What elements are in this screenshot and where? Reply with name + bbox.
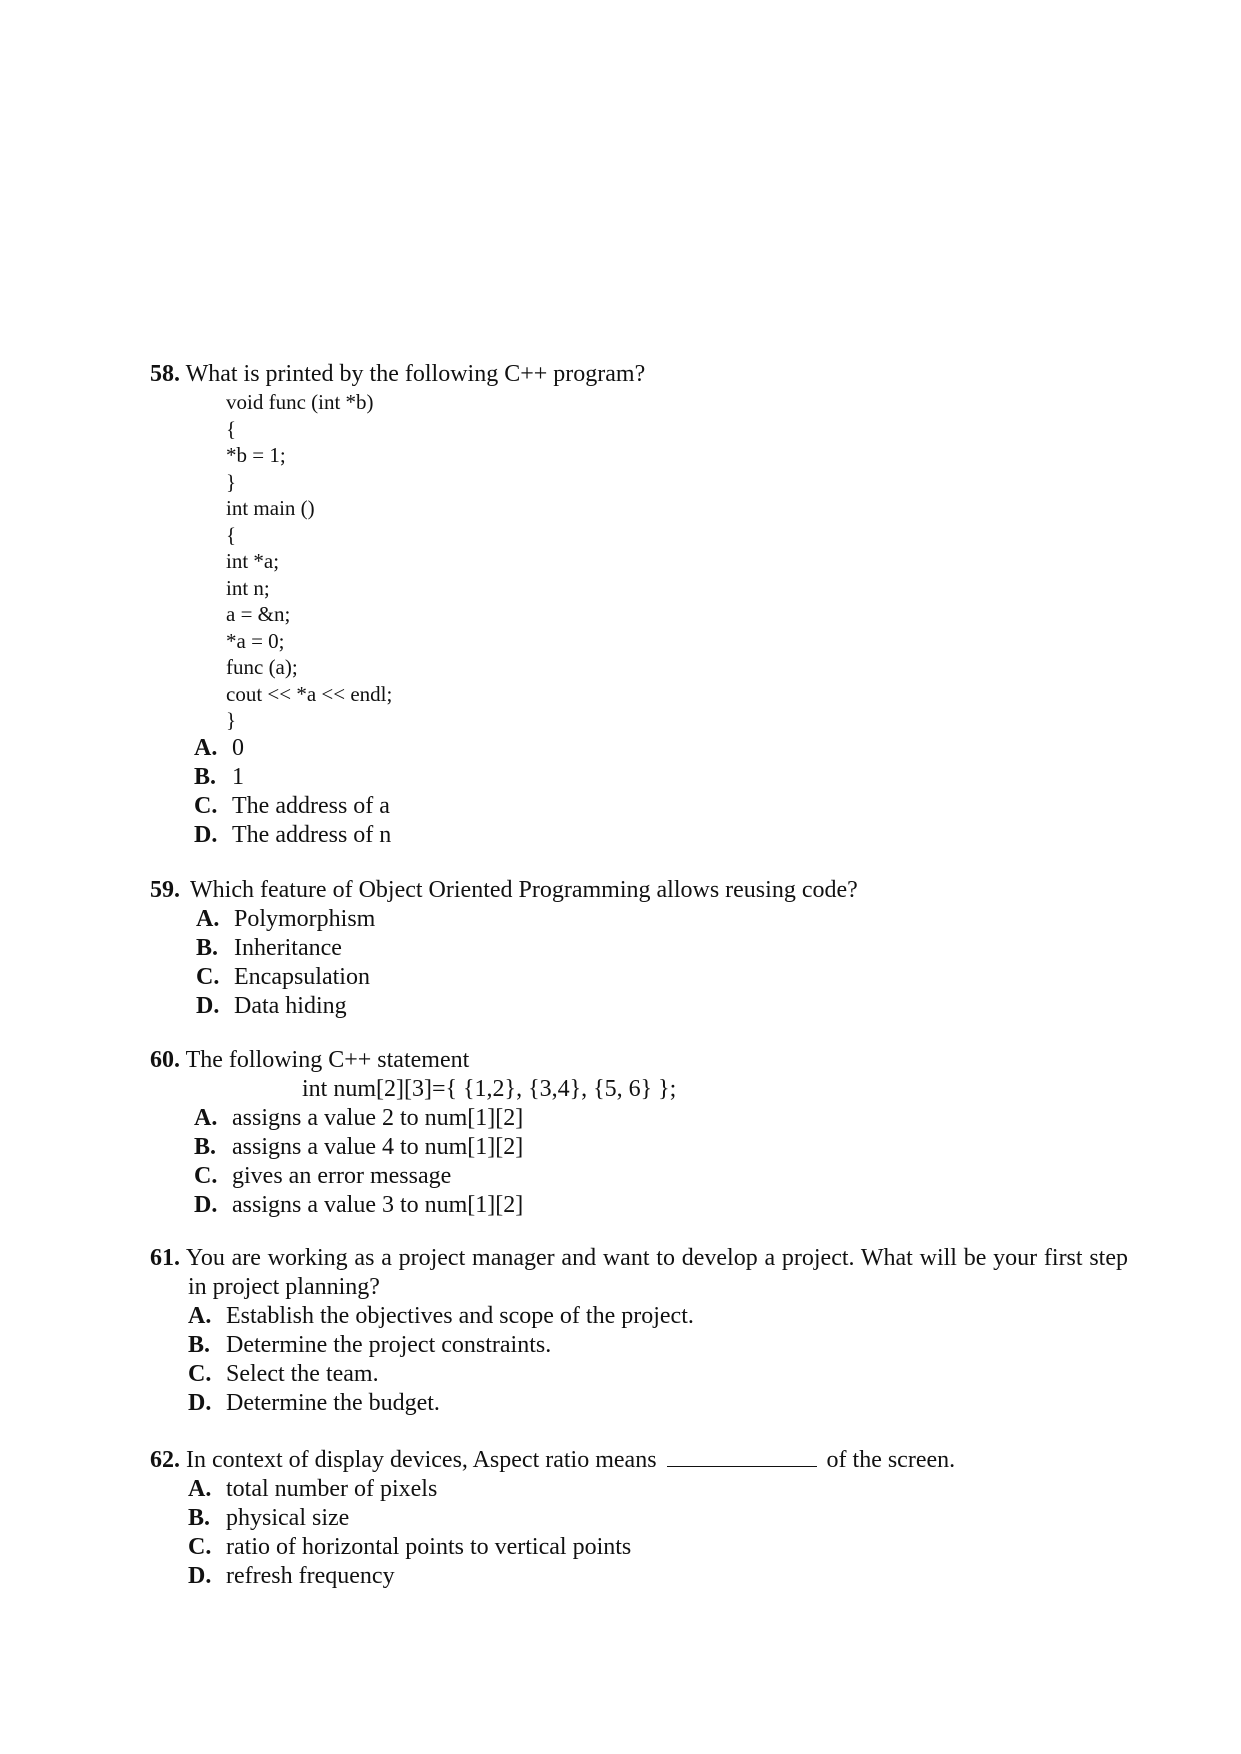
question-number: 59.	[150, 877, 180, 903]
question-58	[150, 360, 1100, 850]
question-text: You are working as a project manager and want to develop a project. What will be your first step in project planning?	[185, 1245, 1129, 1300]
option-letter: A.	[188, 1476, 212, 1502]
option-text: Determine the project constraints.	[226, 1332, 552, 1358]
option-letter: C.	[194, 1163, 218, 1189]
option-c	[196, 963, 1100, 992]
option-c	[188, 1533, 1100, 1562]
question-number: 60.	[150, 1047, 180, 1073]
code-line: int main ()	[226, 496, 315, 520]
option-letter: B.	[196, 935, 219, 961]
code-block	[226, 389, 1100, 734]
code-line: int n;	[226, 575, 270, 600]
option-text: Polymorphism	[234, 906, 376, 932]
option-text: assigns a value 4 to num[1][2]	[232, 1134, 524, 1160]
question-59-stem	[150, 876, 1100, 905]
answer-options	[188, 1475, 1100, 1591]
question-62-stem	[150, 1446, 1100, 1475]
option-text: 1	[232, 763, 244, 790]
option-letter: A.	[194, 1105, 218, 1131]
answer-options	[194, 734, 1100, 850]
option-d	[188, 1562, 1100, 1591]
option-b	[194, 1133, 1100, 1162]
option-a	[194, 734, 1100, 763]
question-61	[150, 1244, 1129, 1418]
option-text: 0	[232, 734, 244, 761]
option-letter: C.	[194, 792, 218, 819]
code-statement: int num[2][3]={ {1,2}, {3,4}, {5, 6} };	[302, 1076, 677, 1102]
option-letter: D.	[194, 1192, 218, 1218]
code-line: {	[226, 416, 237, 441]
question-text: Which feature of Object Oriented Programming allows reusing code?	[190, 877, 858, 903]
option-text: assigns a value 2 to num[1][2]	[232, 1105, 524, 1131]
option-letter: A.	[194, 734, 218, 761]
option-a	[196, 905, 1100, 934]
option-letter: C.	[188, 1534, 212, 1560]
answer-options	[188, 1302, 1100, 1418]
code-line: *b = 1;	[226, 443, 286, 467]
option-text: total number of pixels	[226, 1476, 438, 1502]
question-59	[150, 876, 1100, 1021]
question-text: The following C++ statement	[185, 1047, 470, 1073]
option-letter: B.	[188, 1505, 211, 1531]
option-c	[188, 1360, 1100, 1389]
option-letter: B.	[194, 763, 217, 790]
code-line: }	[226, 708, 237, 732]
code-line: {	[226, 522, 237, 547]
option-text: Inheritance	[234, 935, 342, 961]
code-line: void func (int *b)	[226, 390, 374, 414]
question-text-after-blank: of the screen.	[826, 1447, 956, 1473]
option-text: Data hiding	[234, 993, 347, 1019]
option-text: ratio of horizontal points to vertical points	[226, 1534, 632, 1560]
option-text: Select the team.	[226, 1361, 379, 1387]
option-a	[188, 1302, 1100, 1331]
option-d	[188, 1389, 1100, 1418]
option-text: Establish the objectives and scope of the project.	[226, 1303, 694, 1329]
question-number: 62.	[150, 1447, 180, 1473]
option-c	[194, 792, 1100, 821]
option-letter: D.	[188, 1390, 212, 1416]
option-c	[194, 1162, 1100, 1191]
question-text: What is printed by the following C++ program?	[185, 361, 646, 387]
question-60	[150, 1046, 1100, 1220]
code-line: a = &n;	[226, 602, 291, 626]
option-letter: D.	[196, 993, 220, 1019]
question-61-stem	[150, 1244, 1128, 1302]
fill-in-blank	[667, 1448, 817, 1467]
option-text: Determine the budget.	[226, 1390, 440, 1416]
option-text: gives an error message	[232, 1163, 452, 1189]
option-d	[196, 992, 1100, 1021]
answer-options	[196, 905, 1100, 1021]
option-a	[188, 1475, 1100, 1504]
code-line: cout << *a << endl;	[226, 681, 393, 706]
option-text: refresh frequency	[226, 1563, 395, 1589]
option-letter: A.	[188, 1303, 212, 1329]
option-d	[194, 821, 1100, 850]
option-text: The address of a	[232, 792, 390, 819]
option-a	[194, 1104, 1100, 1133]
code-line: int *a;	[226, 549, 280, 573]
option-letter: A.	[196, 906, 220, 932]
question-62	[150, 1446, 1100, 1591]
option-letter: C.	[196, 964, 220, 990]
option-b	[194, 763, 1100, 792]
question-text: In context of display devices, Aspect ratio means	[186, 1447, 657, 1473]
option-letter: B.	[194, 1134, 217, 1160]
code-line: }	[226, 469, 237, 494]
option-d	[194, 1191, 1100, 1220]
option-b	[188, 1331, 1100, 1360]
answer-options	[194, 1104, 1100, 1220]
option-text: physical size	[226, 1505, 350, 1531]
question-60-stem	[150, 1046, 1100, 1075]
option-b	[188, 1504, 1100, 1533]
code-line: func (a);	[226, 655, 298, 679]
option-b	[196, 934, 1100, 963]
option-letter: D.	[194, 821, 218, 848]
question-number: 61.	[150, 1245, 180, 1271]
option-letter: D.	[188, 1563, 212, 1589]
question-number: 58.	[150, 361, 180, 387]
option-letter: C.	[188, 1361, 212, 1387]
option-text: Encapsulation	[234, 964, 370, 990]
option-text: The address of n	[232, 821, 392, 848]
question-58-stem	[150, 360, 1100, 389]
option-text: assigns a value 3 to num[1][2]	[232, 1192, 524, 1218]
code-line: *a = 0;	[226, 628, 285, 653]
option-letter: B.	[188, 1332, 211, 1358]
